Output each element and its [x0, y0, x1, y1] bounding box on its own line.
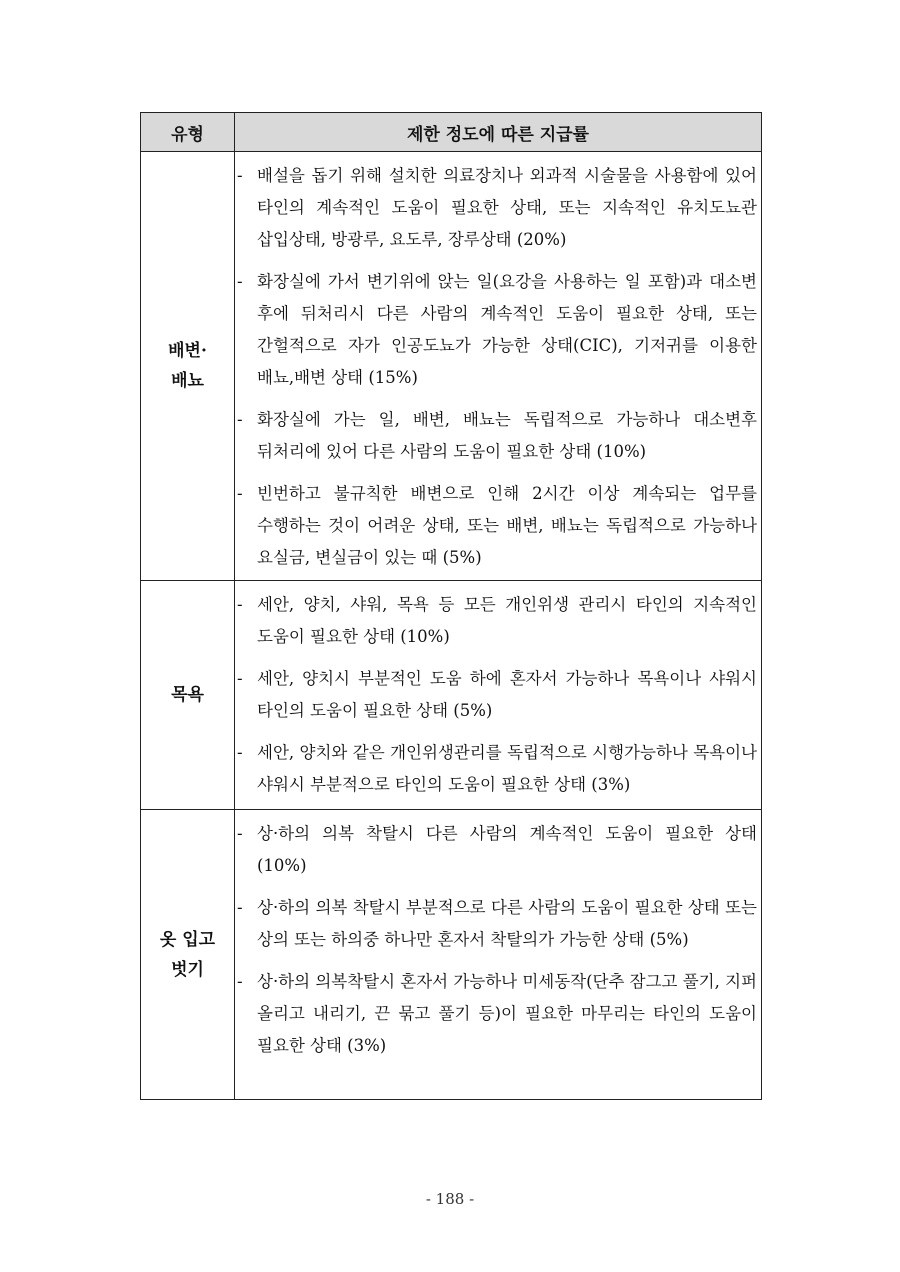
- dash-bullet: -: [237, 743, 243, 762]
- list-item: [235, 892, 757, 956]
- list-item: [235, 663, 757, 727]
- item-text: 세안, 양치와 같은 개인위생관리를 독립적으로 시행가능하나 목욕이나 샤워시 부분적으로 타인의 도움이 필요한 상태 (3%): [257, 743, 757, 794]
- dash-bullet: -: [237, 272, 243, 291]
- header-rate: 제한 정도에 따른 지급률: [235, 113, 762, 152]
- dash-bullet: -: [237, 669, 243, 688]
- list-item: [235, 478, 757, 574]
- list-item: [235, 160, 757, 256]
- row-type-label: 목욕: [171, 685, 204, 705]
- row-type-cell: [141, 810, 235, 1100]
- row-type-cell: [141, 152, 235, 581]
- item-text: 상·하의 의복 착탈시 다른 사람의 계속적인 도움이 필요한 상태 (10%): [257, 824, 757, 875]
- row-type-label: 옷 입고: [159, 929, 216, 950]
- table-header-row: [141, 113, 762, 152]
- table-row: [141, 810, 762, 1100]
- row-type-cell: [141, 581, 235, 810]
- row-type-label: 배뇨: [171, 371, 204, 391]
- dash-bullet: -: [237, 595, 243, 614]
- list-item: [235, 266, 757, 394]
- dash-bullet: -: [237, 410, 243, 429]
- row-items-cell: [235, 810, 762, 1100]
- table-row: [141, 581, 762, 810]
- row-items-cell: [235, 152, 762, 581]
- item-text: 화장실에 가서 변기위에 앉는 일(요강을 사용하는 일 포함)과 대소변 후에 뒤처리시 다른 사람의 계속적인 도움이 필요한 상태, 또는 간헐적으로 자가 인공도뇨가 가능한 상태(CIC), 기저귀를 이용한 배뇨,배변 상태 (15%): [257, 272, 757, 387]
- disability-rate-table: [140, 112, 762, 1100]
- item-text: 상·하의 의복착탈시 혼자서 가능하나 미세동작(단추 잠그고 풀기, 지퍼 올리고 내리기, 끈 묶고 풀기 등)이 필요한 마무리는 타인의 도움이 필요한 상태 (3%): [257, 972, 757, 1055]
- row-type-label: 배변·: [168, 341, 207, 361]
- list-item: [235, 818, 757, 882]
- dash-bullet: -: [237, 166, 243, 185]
- dash-bullet: -: [237, 824, 243, 843]
- table-row: [141, 152, 762, 581]
- dash-bullet: -: [237, 972, 243, 991]
- item-text: 배설을 돕기 위해 설치한 의료장치나 외과적 시술물을 사용함에 있어 타인의 계속적인 도움이 필요한 상태, 또는 지속적인 유치도뇨관 삽입상태, 방광루, 요도루, 장루상태 (20%): [257, 166, 757, 249]
- row-type-label: 벗기: [171, 959, 204, 980]
- list-item: [235, 404, 757, 468]
- dash-bullet: -: [237, 898, 243, 917]
- page-number: - 188 -: [425, 1190, 475, 1208]
- item-text: 세안, 양치시 부분적인 도움 하에 혼자서 가능하나 목욕이나 샤워시 타인의 도움이 필요한 상태 (5%): [257, 669, 757, 720]
- list-item: [235, 966, 757, 1062]
- item-text: 세안, 양치, 샤워, 목욕 등 모든 개인위생 관리시 타인의 지속적인 도움이 필요한 상태 (10%): [257, 595, 757, 646]
- item-text: 화장실에 가는 일, 배변, 배뇨는 독립적으로 가능하나 대소변후 뒤처리에 있어 다른 사람의 도움이 필요한 상태 (10%): [257, 410, 757, 461]
- item-text: 빈번하고 불규칙한 배변으로 인해 2시간 이상 계속되는 업무를 수행하는 것이 어려운 상태, 또는 배변, 배뇨는 독립적으로 가능하나 요실금, 변실금이 있는 때 (5%): [257, 484, 757, 567]
- item-text: 상·하의 의복 착탈시 부분적으로 다른 사람의 도움이 필요한 상태 또는 상의 또는 하의중 하나만 혼자서 착탈의가 가능한 상태 (5%): [257, 898, 757, 949]
- dash-bullet: -: [237, 484, 243, 503]
- row-items-cell: [235, 581, 762, 810]
- header-type: 유형: [141, 113, 235, 152]
- list-item: [235, 737, 757, 801]
- list-item: [235, 589, 757, 653]
